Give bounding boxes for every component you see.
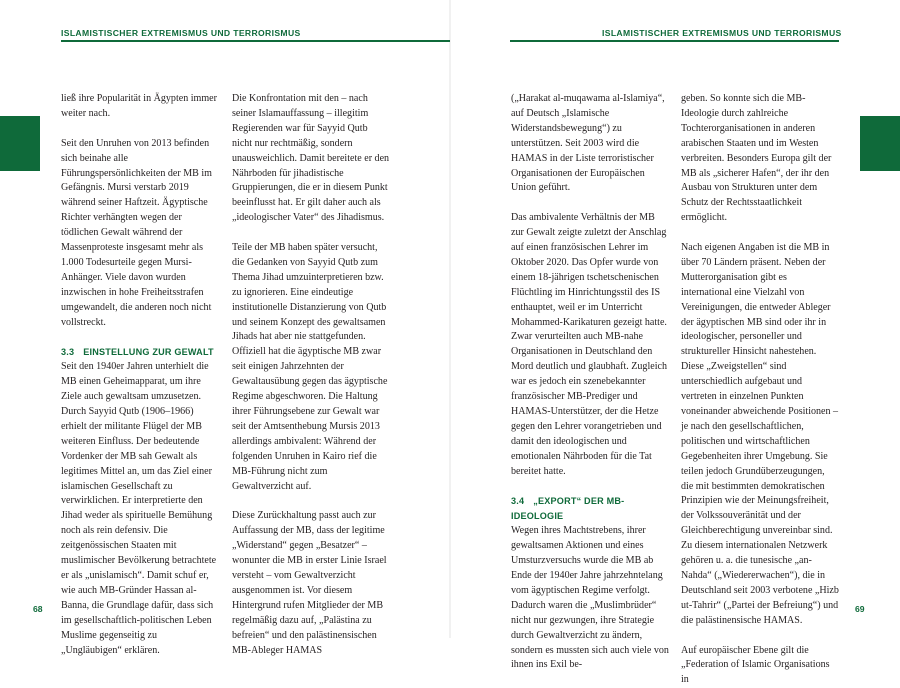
section-heading: [61, 345, 219, 360]
paragraph: Nach eigenen Angaben ist die MB in über 70 Ländern präsent. Neben der Mutterorganisation gibt es international eine Vielzahl von Vereinigungen, die entweder Ableger der ägyptischen MB sind oder ihr in ideologischer, personeller und struktureller Hinsicht nahestehen. Diese „Zweigstellen“ sind unterschiedlich aufgebaut und vertreten in einzelnen Punkten voneinander abweichende Positionen – je nach den gesellschaftlichen, politischen und wirtschaftlichen Gegebenheiten ihrer Umgebung. Sie teilen jedoch Grundüberzeugungen, die mit bestimmten demokratischen Prinzipien wie der Meinungsfreiheit, der Volkssouveränität und der Gleichberechtigung unvereinbar sind. Zu diesem internationalen Netzwerk gehören u. a. die tunesische „an-Nahda“ („Wiedererwachen“), die in Deutschland seit 2003 verbotene „Hizb ut-Tahrir“ („Partei der Befreiung“) und die palästinensische HAMAS.: [681, 241, 839, 629]
text-column-2: [232, 92, 390, 658]
section-title: „EXPORT“ DER MB-IDEOLOGIE: [511, 496, 624, 521]
paragraph: Das ambivalente Verhältnis der MB zur Gewalt zeigte zuletzt der Anschlag auf einen französischen Lehrer im Oktober 2020. Das Opfer wurde von einem 18-jährigen tschetschenischen Flüchtling im Hinrichtungsstil des IS enthauptet, weil er im Unterricht Mohammed-Karikaturen gezeigt hatte. Zwar verurteilten auch MB-nahe Organisationen in Deutschland den Mord deutlich und glaubhaft. Zugleich war es jedoch ein szenebekannter französischer MB-Prediger und HAMAS-Unterstützer, der die Hetze gegen den Lehrer vorangetrieben und damit den ideologischen und emotionalen Nährboden für die Tat bereitet hatte.: [511, 211, 669, 479]
page-number-left: 68: [33, 604, 43, 614]
text-column-3: [511, 92, 669, 673]
text-column-4: [681, 92, 839, 688]
paragraph: geben. So konnte sich die MB-Ideologie durch zahlreiche Tochterorganisationen in anderen arabischen Staaten und im Westen verbreiten. Besonders Europa gilt der MB als „sicherer Hafen“, der ihr den Ausbau von Strukturen unter dem Schutz der Rechtsstaatlichkeit ermöglicht.: [681, 92, 839, 226]
paragraph: Wegen ihres Machtstrebens, ihrer gewaltsamen Aktionen und eines Umsturzversuchs wurde die MB ab Ende der 1940er Jahre jahrzehntelang vom ägyptischen Regime verfolgt. Dadurch waren die „Muslimbrüder“ nicht nur gezwungen, ihre Strategie durch Gewaltverzicht zu ändern, sondern es mussten sich auch viele von ihnen ins Exil be-: [511, 524, 669, 673]
right-page: [450, 0, 900, 638]
paragraph: Die Konfrontation mit den – nach seiner Islamauffassung – illegitim Regierenden war für Sayyid Qutb nicht nur rechtmäßig, sondern unausweichlich. Damit bereitete er den Nährboden für jihadistische Gruppierungen, die er in diesem Punkt beeinflusst hat. Er gilt daher auch als „ideologischer Vater“ des Jihadismus.: [232, 92, 390, 226]
paragraph: Diese Zurückhaltung passt auch zur Auffassung der MB, dass der legitime „Widerstand“ gegen „Besatzer“ – wonunter die MB in erster Linie Israel versteht – vom Gewaltverzicht ausgenommen ist. Vor diesem Hintergrund rufen Mitglieder der MB regelmäßig dazu auf, „Palästina zu befreien“ und den palästinensischen MB-Ableger HAMAS: [232, 509, 390, 658]
running-head-right: ISLAMISTISCHER EXTREMISMUS UND TERRORISMUS: [602, 28, 842, 38]
running-head-left: ISLAMISTISCHER EXTREMISMUS UND TERRORISMUS: [61, 28, 301, 38]
section-number: 3.4: [511, 496, 524, 506]
section-number: 3.3: [61, 347, 74, 357]
paragraph: Auf europäischer Ebene gilt die „Federation of Islamic Organisations in: [681, 644, 839, 688]
paragraph: Teile der MB haben später versucht, die Gedanken von Sayyid Qutb zum Thema Jihad umzuinterpretieren bzw. zu ignorieren. Eine eindeutige institutionelle Distanzierung von Qutb und seinem Konzept des gewaltsamen Jihads hat aber nie stattgefunden. Offiziell hat die ägyptische MB zwar seit einigen Jahrzehnten der Gewaltausübung gegen das ägyptische Regime abgeschworen. Die Haltung ihrer Führungsebene zur Gewalt war seit der Amtsenthebung Mursis 2013 allerdings ambivalent: Während der folgenden Unruhen in Kairo rief die MB-Führung nicht zum Gewaltverzicht auf.: [232, 241, 390, 494]
chapter-tab-left: [0, 116, 40, 171]
header-rule-left: [61, 40, 450, 42]
page-number-right: 69: [855, 604, 865, 614]
paragraph: ließ ihre Popularität in Ägypten immer weiter nach.: [61, 92, 219, 122]
paragraph: Seit den Unruhen von 2013 befinden sich beinahe alle Führungspersönlichkeiten der MB im Gefängnis. Mursi verstarb 2019 während seiner Haftzeit. Ägyptische Richter verhängten wegen der tödlichen Gewalt während der Massenproteste insgesamt mehr als 1.000 Todesurteile gegen Mursi-Anhänger. Viele davon wurden inzwischen in hohe Freiheitsstrafen umgewandelt, die anderen noch nicht vollstreckt.: [61, 137, 219, 331]
section-heading: [511, 494, 669, 524]
left-page: [0, 0, 450, 638]
section-title: EINSTELLUNG ZUR GEWALT: [83, 347, 214, 357]
header-rule-right: [510, 40, 839, 42]
paragraph: Seit den 1940er Jahren unterhielt die MB einen Geheimapparat, um ihre Ziele auch gewaltsam umzusetzen. Durch Sayyid Qutb (1906–1966) erhielt der militante Flügel der MB weiteren Einfluss. Der bedeutende Vordenker der MB sah Gewalt als legitimes Mittel an, um das Ziel einer islamischen Gesellschaft zu verwirklichen. Er interpretierte den Jihad weder als spirituelle Bemühung noch als rein defensiv. Die zeitgenössischen Staaten mit muslimischer Bevölkerung betrachtete er als „unislamisch“. Damit schuf er, wie auch MB-Gründer Hassan al-Banna, die Grundlage dafür, dass sich im gesellschaftlich-politischen Leben Muslime gegenseitig zu „Ungläubigen“ erklären.: [61, 360, 219, 658]
text-column-1: [61, 92, 219, 658]
chapter-tab-right: [860, 116, 900, 171]
paragraph: („Harakat al-muqawama al-Islamiya“, auf Deutsch „Islamische Widerstandsbewegung“) zu unterstützen. Seit 2003 wird die HAMAS in der Liste terroristischer Organisationen der Europäischen Union geführt.: [511, 92, 669, 196]
